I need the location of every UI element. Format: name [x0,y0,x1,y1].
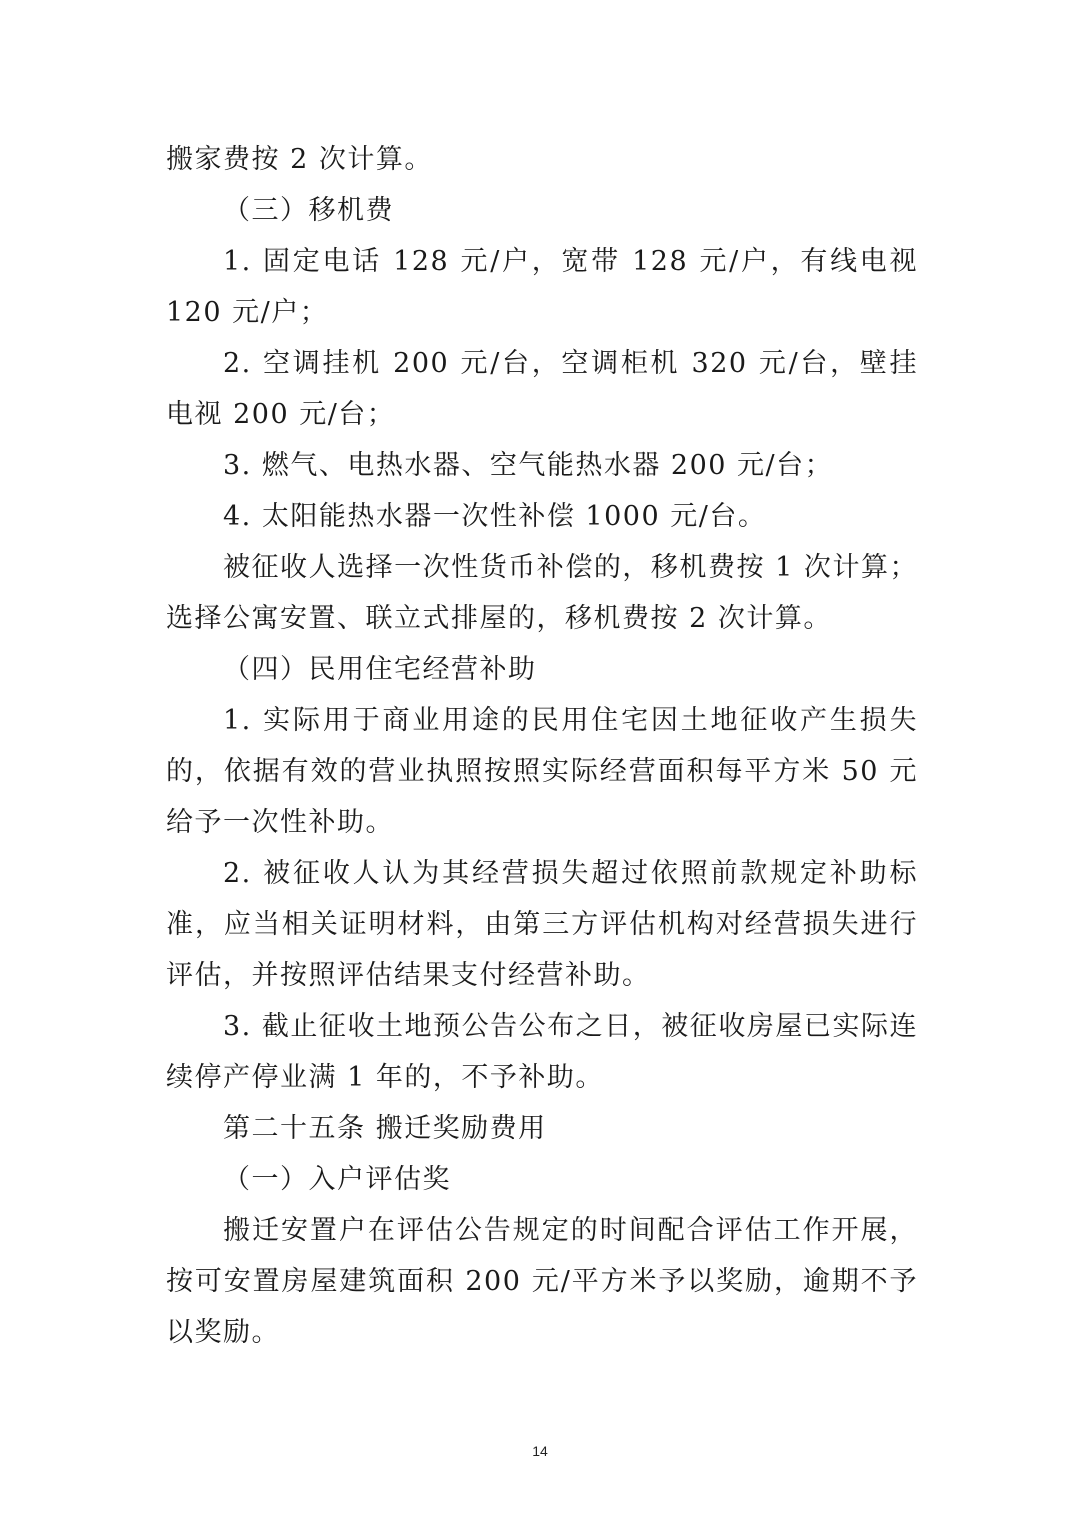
paragraph-telecom-fee: 1. 固定电话 128 元/户，宽带 128 元/户，有线电视 120 元/户； [166,246,918,328]
paragraph-moving-fee-count: 搬家费按 2 次计算。 [166,144,433,175]
heading-relocation-fee: （三）移机费 [223,195,394,226]
paragraph-solar-heater-fee: 4. 太阳能热水器一次性补偿 1000 元/台。 [223,501,767,532]
paragraph-business-subsidy-3: 3. 截止征收土地预公告公布之日，被征收房屋已实际连续停产停业满 1 年的，不予补助。 [166,1011,918,1093]
paragraph-business-subsidy-1: 1. 实际用于商业用途的民用住宅因土地征收产生损失的，依据有效的营业执照按照实际经营面积每平方米 50 元给予一次性补助。 [166,705,918,838]
heading-business-subsidy: （四）民用住宅经营补助 [223,654,537,685]
heading-article-25: 第二十五条 搬迁奖励费用 [223,1113,547,1144]
paragraph-assessment-reward: 搬迁安置户在评估公告规定的时间配合评估工作开展，按可安置房屋建筑面积 200 元/平方米予以奖励，逾期不予以奖励。 [166,1215,918,1348]
page-number: 14 [532,1443,548,1459]
body-text [166,134,918,1358]
paragraph-relocation-count: 被征收人选择一次性货币补偿的，移机费按 1 次计算；选择公寓安置、联立式排屋的，移机费按 2 次计算。 [166,552,918,634]
heading-assessment-reward: （一）入户评估奖 [223,1164,451,1195]
paragraph-water-heater-fee: 3. 燃气、电热水器、空气能热水器 200 元/台； [223,450,834,481]
paragraph-air-conditioner-fee: 2. 空调挂机 200 元/台，空调柜机 320 元/台，壁挂电视 200 元/台； [166,348,918,430]
paragraph-business-subsidy-2: 2. 被征收人认为其经营损失超过依照前款规定补助标准，应当相关证明材料，由第三方评估机构对经营损失进行评估，并按照评估结果支付经营补助。 [166,858,918,991]
